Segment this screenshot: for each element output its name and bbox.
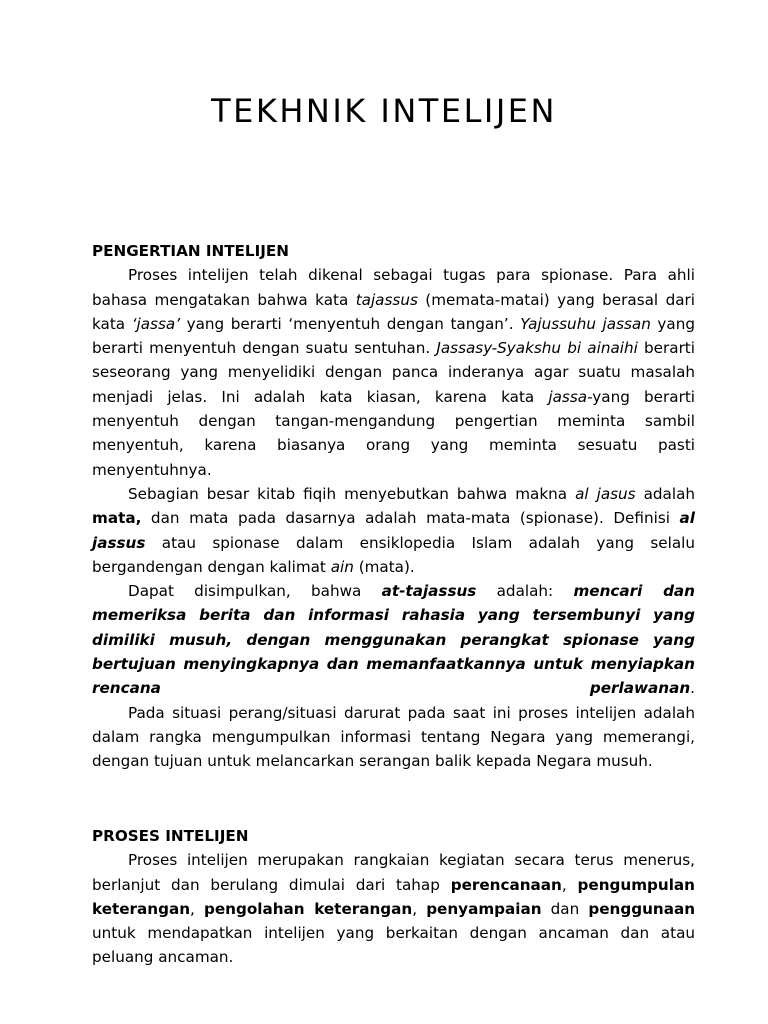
italic-term: Jassasy-Syakshu bi ainaihi	[436, 339, 638, 358]
italic-term: ‘jassa’	[131, 314, 181, 333]
text-run: ,	[561, 875, 578, 894]
text-run: berarti seseorang yang menyelidiki dengan panca inderanya agar suatu masalah menjadi jelas. Ini adalah kata kiasan, karena kata	[92, 339, 695, 406]
paragraph-5	[92, 848, 695, 969]
text-run: yang berarti menyentuh dengan suatu sentuhan.	[92, 314, 695, 358]
text-run: yang berarti ‘menyentuh dengan tangan’.	[180, 314, 521, 333]
text-run: adalah:	[476, 582, 574, 601]
text-run: Proses intelijen telah dikenal sebagai tugas para spionase. Para ahli bahasa mengatakan bahwa kata	[92, 266, 695, 309]
text-run: Sebagian besar kitab fiqih menyebutkan bahwa makna	[128, 484, 576, 503]
bold-term: penggunaan	[588, 899, 696, 918]
text-run: atau spionase dalam ensiklopedia Islam adalah yang selalu bergandengan dengan kalimat	[92, 533, 695, 576]
text-run: dan mata pada dasarnya adalah mata-mata (spionase). Definisi	[141, 509, 680, 528]
bold-italic-term: al jassus	[92, 509, 695, 552]
bold-term: penyampaian	[426, 899, 542, 918]
bold-term: perencanaan	[450, 875, 562, 894]
text-run: Proses intelijen merupakan rangkaian kegiatan secara terus menerus, berlanjut dan berulang dimulai dari tahap	[92, 851, 695, 894]
text-run: ,	[190, 899, 204, 918]
section-pengertian	[92, 239, 695, 774]
bold-italic-term: at-tajassus	[381, 582, 477, 601]
paragraph-4: Pada situasi perang/situasi darurat pada saat ini proses intelijen adalah dalam rangka mengumpulkan informasi tentang Negara yang memerangi, dengan tujuan untuk melancarkan serangan balik kepada Negara musuh.	[92, 703, 695, 771]
text-run: ,	[412, 899, 427, 918]
text-run: (mata).	[353, 557, 415, 576]
text-run: dan	[541, 899, 589, 918]
text-run: -yang berarti menyentuh dengan tangan-mengandung pengertian meminta sambil menyentuh, karena biasanya orang yang meminta sesuatu pasti menyentuhnya.	[92, 387, 695, 479]
text-run: Dapat disimpulkan, bahwa	[128, 582, 382, 601]
document-title: TEKHNIK INTELIJEN	[211, 92, 557, 130]
italic-term: Yajussuhu jassan	[520, 314, 651, 333]
section-proses	[92, 824, 695, 970]
text-run: .	[690, 679, 695, 698]
text-run: untuk mendapatkan intelijen yang berkaitan dengan ancaman dan atau peluang ancaman.	[92, 924, 695, 967]
section-heading-pengertian: PENGERTIAN INTELIJEN	[92, 242, 289, 260]
bold-term: pengolahan keterangan	[204, 899, 413, 918]
paragraph-2	[92, 482, 695, 579]
section-heading-proses: PROSES INTELIJEN	[92, 827, 249, 845]
bold-term: mata,	[92, 509, 142, 528]
paragraph-1	[92, 263, 695, 482]
italic-term: ain	[330, 557, 354, 576]
italic-term: al jasus	[575, 484, 636, 503]
bold-term: pengumpulan keterangan	[92, 875, 695, 918]
italic-term: tajassus	[355, 290, 418, 309]
text-run: adalah	[635, 484, 696, 503]
paragraph-3	[92, 579, 695, 700]
bold-italic-definition: mencari dan memeriksa berita dan informasi rahasia yang tersembunyi yang dimiliki musuh, dengan menggunakan perangkat spionase yang bertujuan menyingkapnya dan memanfaatkannya untuk menyiapkan rencana perlawanan	[92, 582, 695, 698]
italic-term: jassa	[548, 387, 588, 406]
text-run: (memata-matai) yang berasal dari kata	[92, 290, 695, 333]
